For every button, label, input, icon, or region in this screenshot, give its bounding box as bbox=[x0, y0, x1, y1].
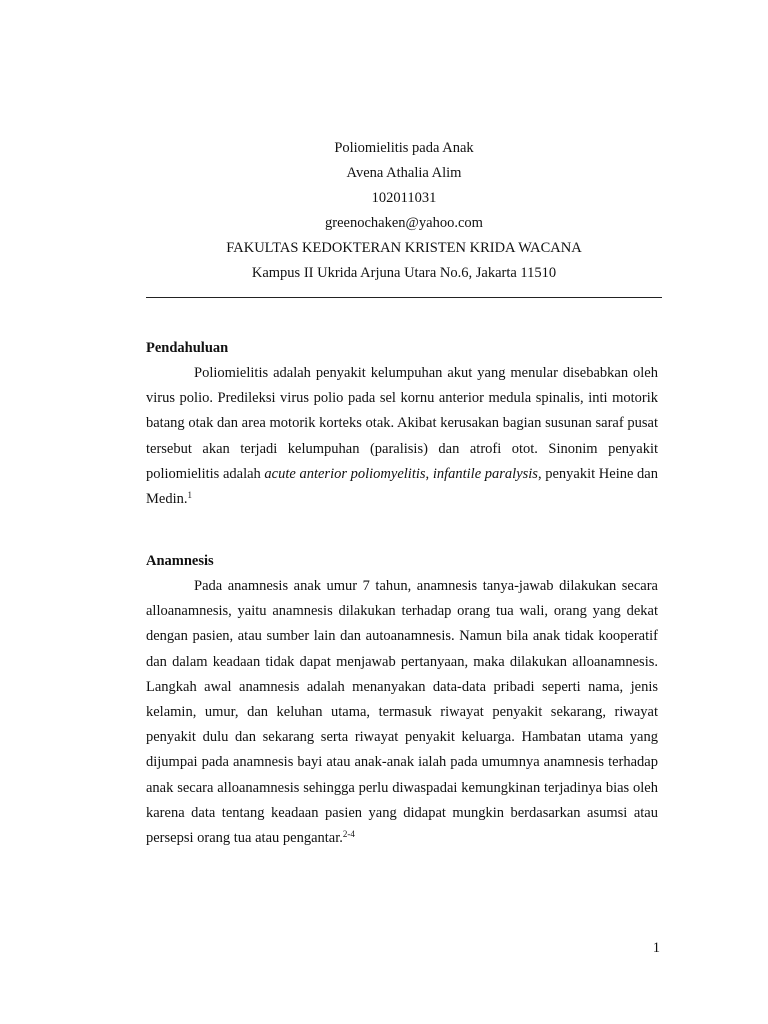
institution-address: Kampus II Ukrida Arjuna Utara No.6, Jakarta 11510 bbox=[251, 265, 557, 281]
page-number: 1 bbox=[652, 940, 660, 956]
section-paragraph bbox=[146, 574, 658, 851]
reference-superscript: 1 bbox=[187, 490, 192, 501]
author-name: Avena Athalia Alim bbox=[346, 165, 462, 181]
faculty-name: FAKULTAS KEDOKTERAN KRISTEN KRIDA WACANA bbox=[226, 240, 582, 256]
section-pendahuluan bbox=[146, 336, 658, 512]
section-heading: Pendahuluan bbox=[146, 340, 229, 356]
section-anamnesis bbox=[146, 549, 658, 851]
paragraph-text: , penyakit Heine dan Medin. bbox=[146, 465, 658, 508]
header-divider bbox=[146, 297, 662, 298]
paragraph-text: Pada anamnesis anak umur 7 tahun, anamnesis tanya-jawab dilakukan secara alloanamnesis, yaitu anamnesis dilakukan terhadap orang tua wali, orang yang dekat dengan pasien, atau sumber lain dan autoanamnesis. Namun bila anak tidak kooperatif dan dalam keadaan tidak dapat menjawab pertanyaan, maka dilakukan alloanamnesis. Langkah awal anamnesis adalah menanyakan data-data pribadi seperti nama, jenis kelamin, umur, dan keluhan utama, termasuk riwayat penyakit sekarang, riwayat penyakit dulu dan sekarang serta riwayat penyakit keluarga. Hambatan utama yang dijumpai pada anamnesis bayi atau anak-anak ialah pada umumnya anamnesis terhadap anak secara alloanamnesis sehingga perlu diwaspadai kemungkinan terjadinya bias oleh karena data tentang keadaan pasien yang didapat mungkin berdasarkan asumsi atau persepsi orang tua atau pengantar. bbox=[146, 578, 658, 847]
paragraph-text: Poliomielitis adalah penyakit kelumpuhan akut yang menular disebabkan oleh virus polio. Predileksi virus polio pada sel kornu anterior medula spinalis, inti motorik batang otak dan area motorik korteks otak. Akibat kerusakan bagian susunan saraf pusat tersebut akan terjadi kelumpuhan (paralisis) dan atrofi otot. Sinonim penyakit poliomielitis adalah bbox=[146, 365, 658, 482]
paper-title: Poliomielitis pada Anak bbox=[334, 140, 474, 156]
title-block bbox=[146, 136, 662, 286]
reference-superscript: 2-4 bbox=[342, 829, 355, 840]
author-email: greenochaken@yahoo.com bbox=[325, 215, 483, 231]
term-separator: , bbox=[425, 465, 433, 482]
section-paragraph bbox=[146, 361, 658, 512]
section-heading: Anamnesis bbox=[146, 553, 214, 569]
italic-term: acute anterior poliomyelitis bbox=[264, 465, 426, 482]
student-id: 102011031 bbox=[371, 190, 437, 206]
italic-term: infantile paralysis bbox=[432, 465, 538, 482]
